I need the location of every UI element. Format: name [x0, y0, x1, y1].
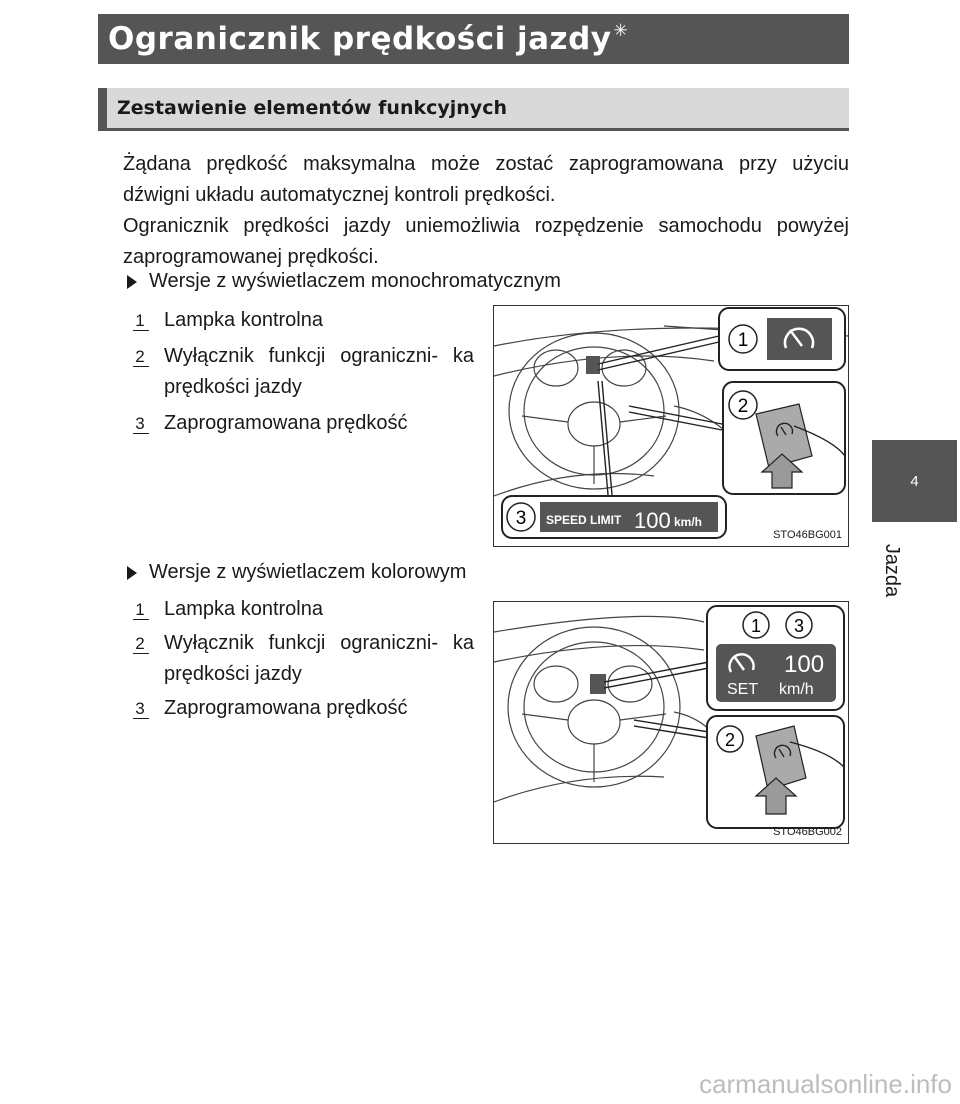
callout-1: 1: [750, 616, 762, 636]
speed-value: 100: [784, 651, 825, 678]
dashboard-illustration: [494, 602, 848, 843]
page-title: [98, 14, 849, 64]
section-heading-text: Zestawienie elementów funkcyjnych: [117, 97, 507, 119]
item-text: Wyłącznik funkcji ograniczni- ka prędkości jazdy: [164, 632, 474, 685]
triangle-bullet-icon: [127, 566, 137, 580]
item-number: 3: [128, 408, 152, 439]
mono-figure: [493, 305, 849, 547]
option-mark: ✳: [613, 21, 629, 41]
mono-item-2: [128, 341, 474, 403]
figure-code: STO46BG002: [773, 826, 842, 838]
callout-2: 2: [724, 730, 736, 750]
item-number: 1: [128, 594, 152, 625]
chapter-label-text: Jazda: [881, 543, 904, 597]
item-text: Lampka kontrolna: [164, 598, 323, 620]
color-heading: [123, 561, 466, 584]
item-number: 2: [128, 341, 152, 372]
item-text: Wyłącznik funkcji ograniczni- ka prędkości jazdy: [164, 345, 474, 398]
speed-unit: km/h: [779, 681, 814, 698]
item-text: Zaprogramowana prędkość: [164, 697, 408, 719]
chapter-label: [877, 540, 907, 600]
figure-code: STO46BG001: [773, 529, 842, 541]
set-label: SET: [727, 681, 759, 698]
speed-value: 100: [634, 508, 671, 533]
mono-item-3: [128, 408, 474, 439]
color-item-3: [128, 693, 474, 724]
intro-paragraph-2: Ogranicznik prędkości jazdy uniemożliwia rozpędzenie samochodu powyżej zaprogramowanej prędkości.: [123, 215, 849, 268]
item-number: 2: [128, 628, 152, 659]
page-title-text: Ogranicznik prędkości jazdy: [108, 21, 612, 57]
item-text: Lampka kontrolna: [164, 309, 323, 331]
speed-unit: km/h: [674, 515, 703, 529]
callout-3: 3: [515, 508, 527, 529]
dashboard-illustration: [494, 306, 848, 546]
mono-heading: [123, 270, 561, 293]
intro-paragraph-1: Żądana prędkość maksymalna może zostać zaprogramowana przy użyciu dźwigni układu automatycznej kontroli prędkości.: [123, 153, 849, 206]
item-text: Zaprogramowana prędkość: [164, 412, 408, 434]
watermark: carmanualsonline.info: [699, 1069, 952, 1099]
mono-item-1: [128, 305, 474, 336]
color-heading-text: Wersje z wyświetlaczem kolorowym: [149, 561, 467, 583]
callout-1: 1: [737, 330, 749, 351]
triangle-bullet-icon: [127, 275, 137, 289]
chapter-tab: [872, 440, 957, 522]
item-number: 3: [128, 693, 152, 724]
color-item-2: [128, 628, 474, 690]
section-heading: [98, 88, 849, 128]
speed-limit-label: SPEED LIMIT: [546, 513, 622, 527]
color-item-1: [128, 594, 474, 625]
color-figure: [493, 601, 849, 844]
callout-2: 2: [737, 396, 749, 417]
mono-heading-text: Wersje z wyświetlaczem monochromatycznym: [149, 270, 561, 292]
chapter-number: 4: [910, 472, 919, 490]
item-number: 1: [128, 305, 152, 336]
callout-3: 3: [793, 616, 805, 636]
